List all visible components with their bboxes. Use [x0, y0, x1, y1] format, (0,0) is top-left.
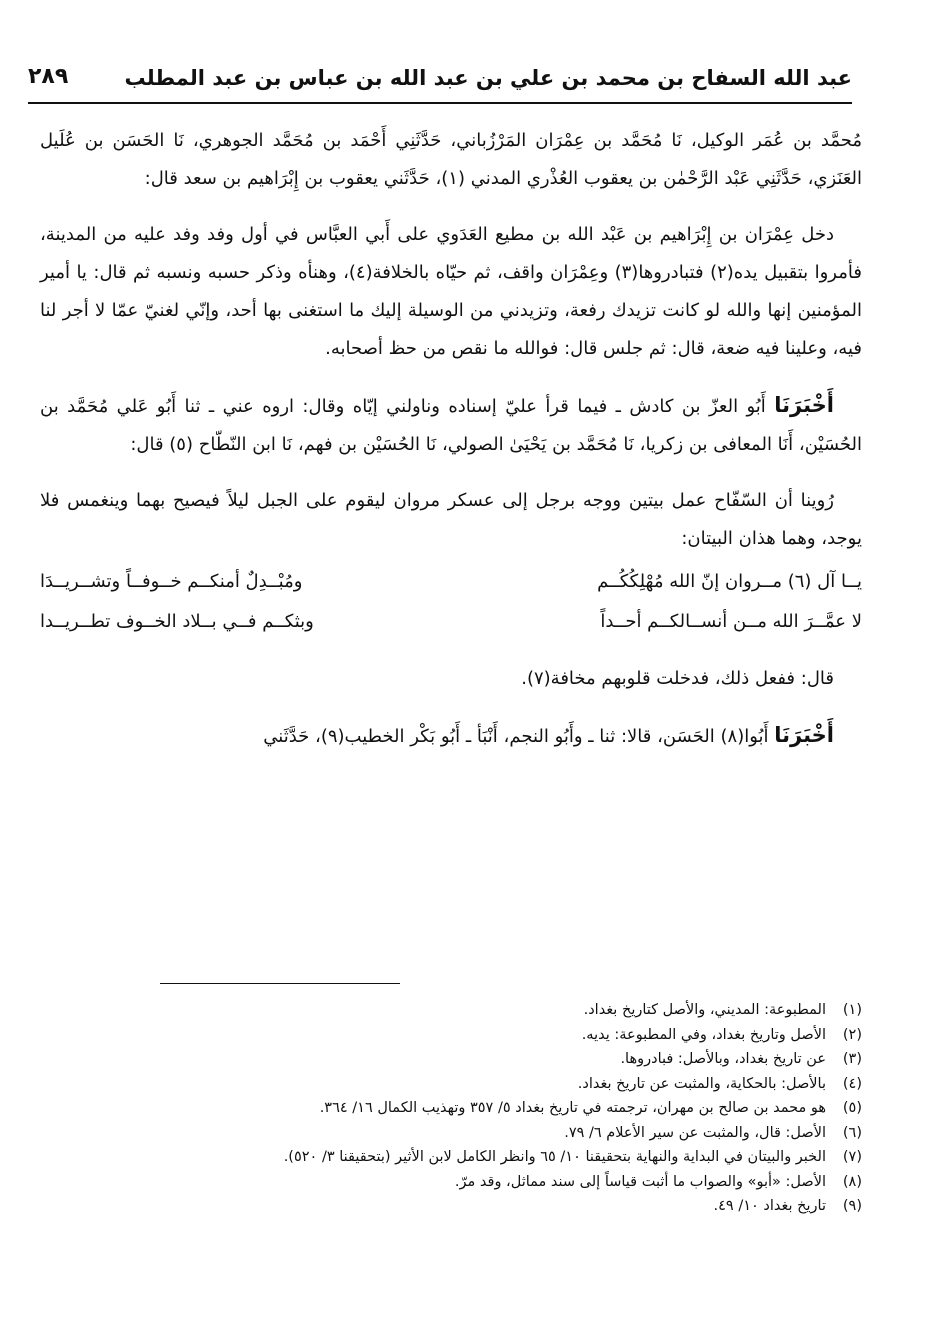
paragraph-after-poem: قال: ففعل ذلك، فدخلت قلوبهم مخافة(٧).	[521, 668, 834, 689]
footnote	[60, 998, 862, 1023]
running-header	[28, 62, 852, 104]
footnote-text: هو محمد بن صالح بن مهران، ترجمته في تاريخ بغداد ٥/ ٣٥٧ وتهذيب الكمال ١٦/ ٣٦٤.	[319, 1100, 826, 1116]
paragraph-isnad-3	[40, 716, 862, 756]
footnote-text: الأصل: «أبو» والصواب ما أثبت قياساً إلى سند مماثل، وقد مرّ.	[454, 1173, 826, 1190]
footnote-text: المطبوعة: المديني، والأصل كتاريخ بغداد.	[583, 1002, 826, 1018]
footnote	[60, 1121, 862, 1146]
footnote-number: (٨)	[842, 1173, 862, 1190]
footnote-number: (٣)	[842, 1051, 862, 1067]
footnote-number: (٥)	[842, 1100, 862, 1116]
akhbarana-keyword: أَخْبَرَنَا	[774, 723, 834, 747]
footnote-text: تاريخ بغداد ١٠/ ٤٩.	[713, 1198, 826, 1214]
poem	[40, 562, 862, 642]
footnote-number: (٢)	[842, 1026, 862, 1043]
paragraph-isnad-2-text: أَبُو العزّ بن كادش ـ فيما قرأ عليّ إسناده وناولني إيّاه وقال: اروه عني ـ ثنا أَبُو عَلي مُحَمَّد بن الحُسَيْن، أَنَا المعافى بن زكريا، نَا مُحَمَّد بن يَحْيَىٰ الصولي، نَا الحُسَيْن بن فهم، نَا ابن النّطّاح (٥) قال:	[40, 396, 862, 455]
footnote	[60, 1170, 862, 1195]
paragraph-isnad-1: مُحمَّد بن عُمَر الوكيل، نَا مُحَمَّد بن عِمْرَان المَرْزُباني، حَدَّثَنِي أَحْمَد بن مُحَمَّد الجوهري، نَا الحَسَن بن عُلَيل العَنَزي، حَدَّثَنِي عَبْد الرَّحْمٰن بن يعقوب العُذْري المدني (١)، حَدَّثَني يعقوب بن إِبْرَاهيم بن سعد قال:	[40, 130, 862, 189]
paragraph-isnad-2	[40, 386, 862, 464]
footnote	[60, 1072, 862, 1097]
poem-hemistich-second: وبثكــم فــي بــلاد الخــوف تطــريــدا	[40, 611, 314, 632]
paragraph-narrative-1: دخل عِمْرَان بن إِبْرَاهيم بن عَبْد الله بن مطيع العَدَوي على أَبي العبَّاس في أول وفد وفد عليه من المدينة، فأمروا بتقبيل يده(٢) فتبادروها(٣) وعِمْرَان واقف، ثم حيّاه بالخلافة(٤)، وهنأه وذكر حسبه ونسبه ثم قال: يا أمير المؤمنين إنها والله لو كانت تزيدك رفعة، وتزيدني من الوسيلة إليك ما استغنى بها أحد، وإنّي لغنيّ عمّا لا أجر لنا فيه، وعلينا فيه ضعة، قال: ثم جلس قال: فوالله ما نقص من حظ أصحابه.	[40, 224, 862, 359]
footnote-text: بالأصل: بالحكاية، والمثبت عن تاريخ بغداد.	[577, 1075, 826, 1092]
paragraph-narrative-2: رُوينا أن السّفّاح عمل بيتين ووجه برجل إلى عسكر مروان ليقوم على الجبل ليلاً فيصيح بهما وينغمس فلا يوجد، وهما هذان البيتان:	[40, 490, 862, 549]
footnote	[60, 1096, 862, 1121]
footnote-number: (٩)	[842, 1198, 862, 1214]
footnote-text: الأصل وتاريخ بغداد، وفي المطبوعة: يديه.	[581, 1026, 826, 1043]
akhbarana-keyword: أَخْبَرَنَا	[774, 393, 834, 417]
poem-hemistich-second: ومُبْــدِلٌ أمنكــم خــوفــاً وتشــريــدَا	[40, 571, 303, 592]
header-title: عبد الله السفاح بن محمد بن علي بن عبد الله بن عباس بن عبد المطلب	[124, 66, 852, 90]
footnote-number: (٦)	[842, 1124, 862, 1141]
footnote-number: (٤)	[842, 1075, 862, 1092]
poem-hemistich-first: لا عمَّــرَ الله مــن أنســالكــم أحــداً	[600, 611, 862, 632]
footnote	[60, 1023, 862, 1048]
footnote-text: الخبر والبيتان في البداية والنهاية بتحقيقنا ١٠/ ٦٥ وانظر الكامل لابن الأثير (بتحقيقنا ٣/ ٥٢٠).	[283, 1149, 826, 1165]
paragraph-isnad-3-text: أَبُوا(٨) الحَسَن، قالا: ثنا ـ وأَبُو النجم، أَنْبَأ ـ أَبُو بَكْر الخطيب(٩)، حَدَّثَني	[263, 726, 775, 747]
poem-line	[40, 602, 862, 642]
poem-line	[40, 562, 862, 602]
footnote	[60, 1145, 862, 1170]
page-number: ٢٨٩	[28, 64, 69, 89]
footnotes	[60, 998, 862, 1219]
footnote-number: (١)	[842, 1002, 862, 1018]
footnote	[60, 1047, 862, 1072]
poem-hemistich-first: يــا آل (٦) مــروان إنّ الله مُهْلِكُكُــم	[597, 571, 862, 592]
footnote-text: الأصل: قال، والمثبت عن سير الأعلام ٦/ ٧٩.	[564, 1124, 826, 1141]
footnote-number: (٧)	[842, 1149, 862, 1165]
main-text	[40, 122, 862, 774]
footnote	[60, 1194, 862, 1219]
footnote-separator	[160, 983, 400, 984]
footnote-text: عن تاريخ بغداد، وبالأصل: فبادروها.	[620, 1051, 826, 1067]
